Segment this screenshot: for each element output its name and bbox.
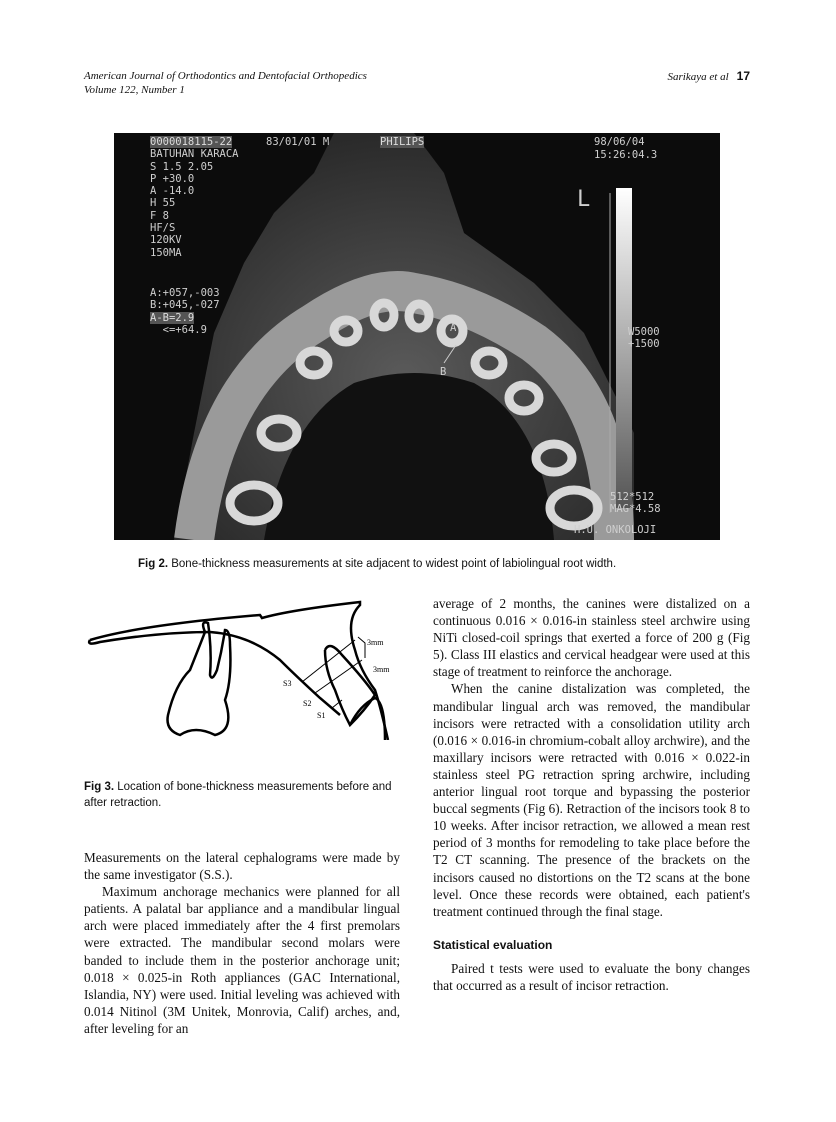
fig3-caption: Fig 3. Location of bone-thickness measurements before and after retraction. [84, 781, 392, 809]
overlay-institution: H.U. ONKOLOJI [574, 524, 657, 536]
fig2-caption: Fig 2. Bone-thickness measurements at site adjacent to widest point of labiolingual root width. [138, 558, 617, 570]
label-s1: S1 [317, 711, 326, 720]
label-3mm-2: 3mm [373, 665, 390, 674]
page-number: 17 [736, 69, 750, 83]
paragraph: Paired t tests were used to evaluate the bony changes that occurred as a result of incisor retraction. [433, 960, 750, 993]
paragraph: Maximum anchorage mechanics were planned for all patients. A palatal bar appliance and a mandibular lingual arch were placed immediately after the 4 first premolars were extracted. The mandibular second molars were banded to include them in the posterior anchorage unit; 0.018 × 0.025-in Roth appliances (GAC International, Islandia, NY) were used. Initial leveling was achieved with 0.014 Nitinol (3M Unitek, Monrovia, Calif) arches, and, after leveling for an [84, 884, 400, 1036]
overlay-patient-info: 0000018115-22 BATUHAN KARACA S 1.5 2.05 P +30.0 A -14.0 H 55 F 8 HF/S 120KV 150MA [150, 136, 239, 259]
overlay-mag: MAG*4.58 [610, 503, 661, 515]
paragraph: average of 2 months, the canines were distalized on a continuous 0.016 × 0.016-in stainless steel archwire using NiTi closed-coil springs that exerted a force of 200 g (Fig 5). Class III elastics and cervical headgear were used at this stage of treatment to reinforce the anchorage. [433, 596, 750, 680]
point-a-label: A [450, 322, 457, 334]
running-header-left [84, 69, 367, 97]
label-s3: S3 [283, 679, 292, 688]
overlay-side: L [577, 187, 591, 212]
label-s2: S2 [303, 699, 312, 708]
journal-name: American Journal of Orthodontics and Dentofacial Orthopedics [84, 70, 367, 82]
authors: Sarikaya et al [667, 71, 729, 83]
point-b-label: B [440, 366, 447, 378]
overlay-matrix: 512*512 [610, 491, 655, 503]
ct-scan-image [114, 133, 720, 540]
label-3mm-1: 3mm [367, 638, 384, 647]
section-heading: Statistical evaluation [433, 937, 553, 952]
overlay-measurements: A:+057,-003 B:+045,-027 A-B=2.9 <=+64.9 [150, 287, 220, 336]
overlay-date: 98/06/04 [594, 136, 645, 148]
overlay-window: W5000 [628, 326, 660, 338]
overlay-time: 15:26:04.3 [594, 149, 658, 161]
overlay-date-sex: 83/01/01 M [266, 136, 330, 148]
journal-volume: Volume 122, Number 1 [84, 84, 185, 96]
right-column-text [433, 595, 750, 994]
running-header-right [668, 69, 750, 84]
left-column-text [84, 849, 400, 1037]
paragraph: When the canine distalization was completed, the mandibular lingual arch was removed, the mandibular incisors were retracted with a consolidation utility arch (0.016 × 0.016-in chromium-cobalt alloy archwire), and the maxillary incisors were retracted with 0.016 × 0.022-in stainless steel PG retraction spring archwire, including anterior lingual root torque and bypassing the posterior buccal segments (Fig 6). Retraction of the incisors took 8 to 10 weeks. After incisor retraction, we allowed a mean rest period of 3 months for remodeling to take place before the T2 CT scanning. The presence of the brackets on the incisors caused no distortions on the T2 scans at the bone level. Once these records were obtained, each patient's treatment continued through the final stage. [433, 681, 750, 919]
overlay-maker: PHILIPS [380, 136, 425, 148]
overlay-level: +1500 [628, 338, 660, 350]
paragraph: Measurements on the lateral cephalograms were made by the same investigator (S.S.). [84, 850, 400, 883]
fig3-diagram [80, 590, 410, 740]
